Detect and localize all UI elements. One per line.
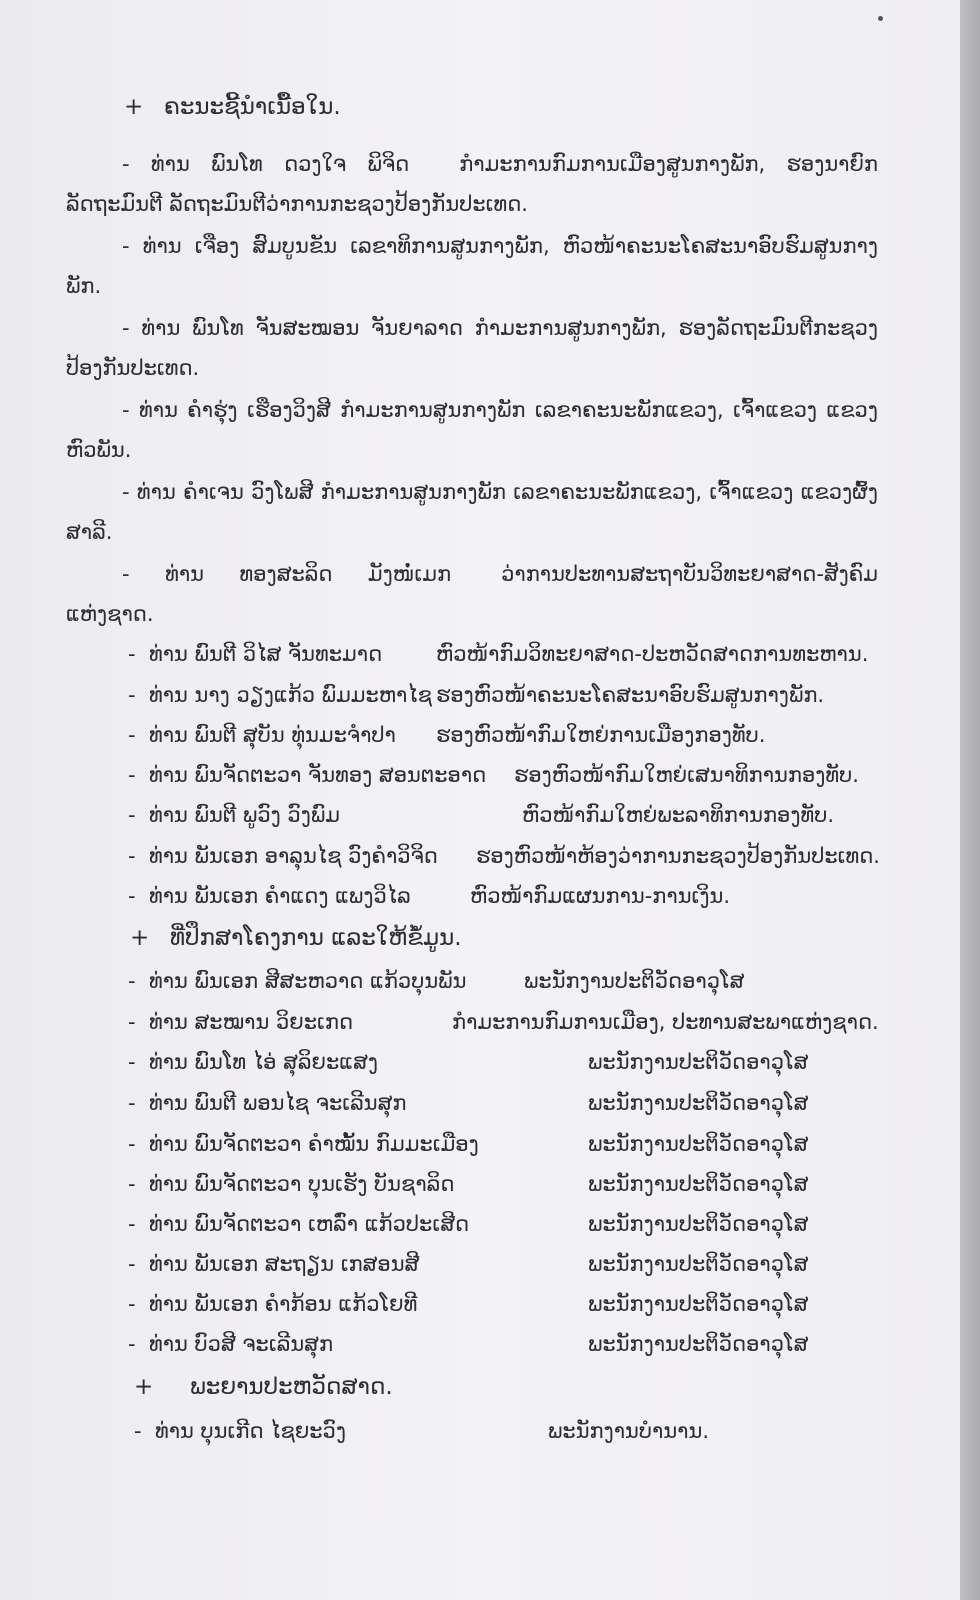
entry-row: - ທ່ານ ພົນໂທ ໄອ່ ສຸລິຍະແສງ	[128, 1050, 378, 1074]
entry-paragraph: - ທ່ານ ທອງສະລິດ ມັງໜໍ່ເມກ ວ່າການປະທານສະຖາບັນວິທະຍາສາດ-ສັງຄົມແຫ່ງຊາດ.	[66, 562, 878, 626]
entry-row: - ທ່ານ ບຸນເກີດ ໄຊຍະວົງ	[134, 1419, 346, 1443]
entry-paragraph: - ທ່ານ ຄຳເຈນ ວົງໂພສີ ກຳມະການສູນກາງພັກ ເລຂາຄະນະພັກແຂວງ, ເຈົ້າແຂວງ ແຂວງຜົ້ງສາລີ.	[66, 480, 878, 544]
entry-role: ພະນັກງານບຳນານ.	[548, 1419, 709, 1443]
entry-role: ຫົວໜ້າກົມໃຫຍ່ພະລາທິການກອງທັບ.	[522, 803, 835, 827]
entry-paragraph: - ທ່ານ ພົນໂທ ຈັນສະໝອນ ຈັນຍາລາດ ກຳມະການສູນກາງພັກ, ຮອງລັດຖະມົນຕີກະຊວງປ້ອງກັນປະເທດ.	[66, 316, 878, 380]
speck-mark	[878, 16, 883, 21]
entry-row: - ທ່ານ ພົນຕີ ສຸບັນ ທຸ່ນມະຈຳປາ	[128, 723, 396, 747]
entry-row: - ທ່ານ ພົນຈັດຕະວາ ຈັນທອງ ສອນຕະອາດ	[128, 763, 487, 787]
page-edge-shadow	[960, 0, 980, 1600]
entry-role: ພະນັກງານປະຕິວັດອາວຸໂສ	[588, 1212, 809, 1236]
entry-row: - ທ່ານ ພົນຈັດຕະວາ ເຫລົ່າ ແກ້ວປະເສີດ	[128, 1212, 470, 1236]
entry-row: - ທ່ານ ພົນເອກ ສີສະຫວາດ ແກ້ວບຸນພັນ	[128, 969, 467, 993]
entry-paragraph: - ທ່ານ ພົນໂທ ດວງໃຈ ພິຈິດ ກຳມະການກົມການເມືອງສູນກາງພັກ, ຮອງນາຍົກລັດຖະມົນຕີ ລັດຖະມົນຕີວ່າການກະຊວງປ້ອງກັນປະເທດ.	[66, 152, 878, 216]
entry-row: - ທ່ານ ພັນເອກ ສະຖຽນ ເກສອນສີ	[128, 1252, 420, 1276]
entry-paragraph: - ທ່ານ ເຈືອງ ສົມບູນຂັນ ເລຂາທິການສູນກາງພັກ, ຫົວໜ້າຄະນະໂຄສະນາອົບຮົມສູນກາງພັກ.	[66, 234, 878, 298]
entry-row: - ທ່ານ ພົນຕີ ວິໄສ ຈັນທະມາດ	[128, 642, 383, 666]
entry-row: - ທ່ານ ພົນຈັດຕະວາ ບຸນເຮັງ ບັນຊາລິດ	[128, 1172, 455, 1196]
entry-role: ຮອງຫົວໜ້າຫ້ອງວ່າການກະຊວງປ້ອງກັນປະເທດ.	[476, 844, 880, 868]
entry-role: ຮອງຫົວໜ້າກົມໃຫຍ່ເສນາທິການກອງທັບ.	[514, 763, 859, 787]
section-heading: + ຄະນະຊີ້ນຳເນື້ອໃນ.	[124, 94, 341, 120]
entry-role: ພະນັກງານປະຕິວັດອາວຸໂສ	[588, 1050, 809, 1074]
entry-role: ພະນັກງານປະຕິວັດອາວຸໂສ	[524, 969, 745, 993]
entry-row: - ທ່ານ ພົນຕີ ພອນໄຊ ຈະເລີນສຸກ	[128, 1091, 407, 1115]
entry-row: - ທ່ານ ພັນເອກ ຄຳກ້ອນ ແກ້ວໂຍທີ	[128, 1292, 418, 1316]
entry-row: - ທ່ານ ພັນເອກ ອາລຸນໄຊ ວົງຄຳວິຈິດ	[128, 844, 438, 868]
entry-row: - ທ່ານ ພັນເອກ ຄຳແດງ ແພງວິໄລ	[128, 884, 411, 908]
entry-role: ພະນັກງານປະຕິວັດອາວຸໂສ	[588, 1332, 809, 1356]
entry-role: ພະນັກງານປະຕິວັດອາວຸໂສ	[588, 1172, 809, 1196]
entry-role: ຮອງຫົວໜ້າຄະນະໂຄສະນາອົບຮົມສູນກາງພັກ.	[436, 683, 825, 707]
entry-row: - ທ່ານ ພົນຈັດຕະວາ ຄຳໝັ້ນ ກົມມະເມືອງ	[128, 1132, 479, 1156]
entry-role: ກຳມະການກົມການເມືອງ, ປະທານສະພາແຫ່ງຊາດ.	[452, 1010, 879, 1034]
entry-row: - ທ່ານ ນາງ ວຽງແກ້ວ ພົມມະຫາໄຊ	[128, 683, 433, 707]
entry-row: - ທ່ານ ສະໝານ ວິຍະເກດ	[128, 1010, 354, 1034]
entry-role: ຮອງຫົວໜ້າກົມໃຫຍ່ການເມືອງກອງທັບ.	[436, 723, 766, 747]
entry-role: ພະນັກງານປະຕິວັດອາວຸໂສ	[588, 1252, 809, 1276]
entry-role: ຫົວໜ້າກົມແຜນການ-ການເງິນ.	[470, 884, 731, 908]
section-heading: + ທີ່ປຶກສາໂຄງການ ແລະໃຫ້ຂໍ້ມູນ.	[130, 925, 462, 951]
entry-role: ພະນັກງານປະຕິວັດອາວຸໂສ	[588, 1292, 809, 1316]
entry-row: - ທ່ານ ບົວສີ ຈະເລີນສຸກ	[128, 1332, 334, 1356]
section-heading: + ພະຍານປະຫວັດສາດ.	[134, 1374, 393, 1400]
entry-role: ຫົວໜ້າກົມວິທະຍາສາດ-ປະຫວັດສາດການທະຫານ.	[436, 642, 869, 666]
entry-role: ພະນັກງານປະຕິວັດອາວຸໂສ	[588, 1091, 809, 1115]
entry-row: - ທ່ານ ພົນຕີ ພູວົງ ວົງພົມ	[128, 803, 340, 827]
entry-role: ພະນັກງານປະຕິວັດອາວຸໂສ	[588, 1132, 809, 1156]
entry-paragraph: - ທ່ານ ຄຳຮຸ່ງ ເຮືອງວິງສີ ກຳມະການສູນກາງພັກ ເລຂາຄະນະພັກແຂວງ, ເຈົ້າແຂວງ ແຂວງຫົວພັນ.	[66, 398, 878, 462]
